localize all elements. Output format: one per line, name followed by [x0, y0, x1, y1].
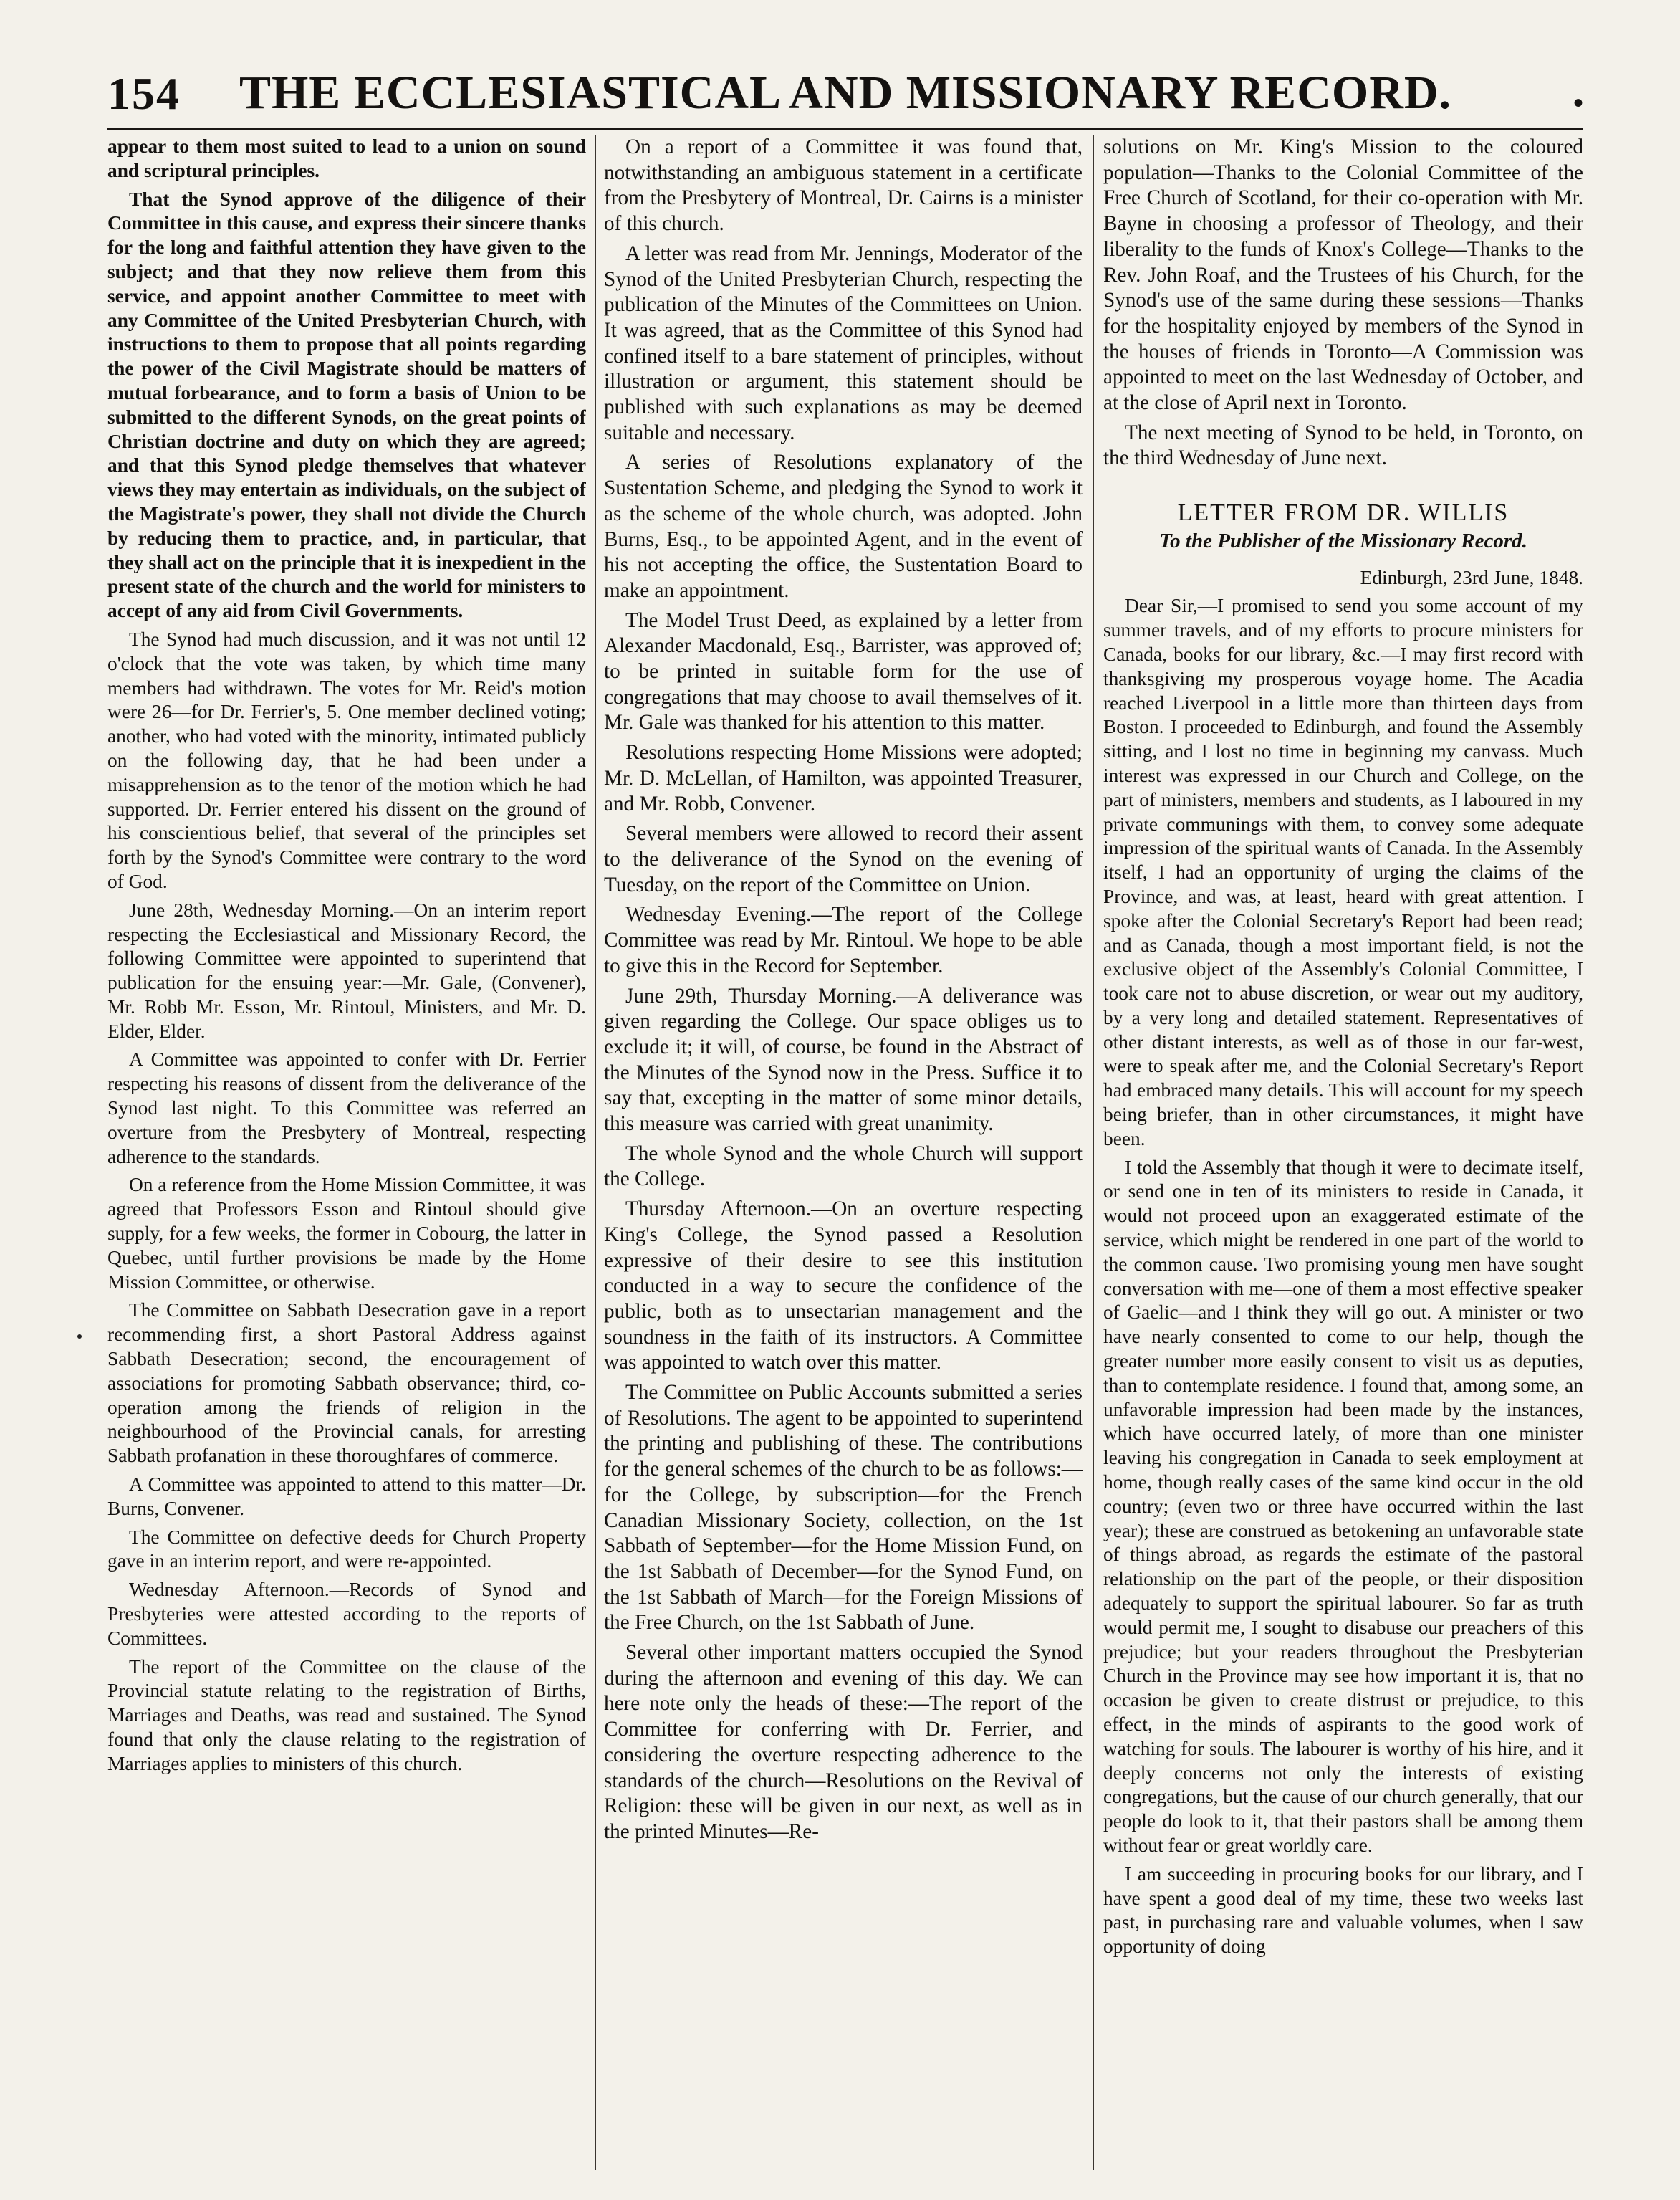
letter-paragraph: I am succeeding in procuring books for our library, and I have spent a good deal of my time, these two weeks last past, in purchasing rare and valuable volumes, when I saw opportunity of doing	[1103, 1862, 1583, 1958]
paragraph: A series of Resolutions explanatory of the Sustentation Scheme, and pledging the Synod to work it as the scheme of the whole church, was adopted. John Burns, Esq., to be appointed Agent, and in the event of his not accepting the office, the Sustentation Board to make an appointment.	[604, 451, 1083, 602]
paragraph: The Synod had much discussion, and it was not until 12 o'clock that the vote was taken, by which time many members had withdrawn. The votes for Mr. Reid's motion were 26—for Dr. Ferrier's, 5. One member declined voting; another, who had voted with the minority, intimated publicly on the following day, that he had been under a misapprehension as to the tenor of the motion which he had supported. Dr. Ferrier entered his dissent on the ground of his conscientious belief, that several of the principles set forth by the Synod's Committee were contrary to the word of God.	[107, 628, 586, 892]
paragraph: The report of the Committee on the clause of the Provincial statute relating to the registration of Births, Marriages and Deaths, was read and sustained. The Synod found that only the clause relating to the registration of Marriages applies to ministers of this church.	[107, 1655, 586, 1774]
paragraph: A Committee was appointed to confer with Dr. Ferrier respecting his reasons of dissent from the deliverance of the Synod last night. To this Committee was referred an overture from the Presbytery of Montreal, respecting adherence to the standards.	[107, 1048, 586, 1167]
margin-dot	[77, 1334, 82, 1339]
paragraph: Wednesday Afternoon.—Records of Synod and Presbyteries were attested according to the reports of Committees.	[107, 1579, 586, 1649]
paragraph: Wednesday Evening.—The report of the College Committee was read by Mr. Rintoul. We hope to be able to give this in the Record for September.	[604, 903, 1083, 977]
letter-dateline: Edinburgh, 23rd June, 1848.	[1360, 566, 1583, 588]
masthead-title: THE ECCLESIASTICAL AND MISSIONARY RECORD.	[239, 67, 1452, 119]
column-divider	[595, 135, 596, 2170]
column-3	[1103, 135, 1583, 2170]
paragraph: The next meeting of Synod to be held, in Toronto, on the third Wednesday of June next.	[1103, 421, 1583, 470]
paragraph: On a reference from the Home Mission Committee, it was agreed that Professors Esson and Rintoul should give supply, for a few weeks, the former in Cobourg, the latter in Quebec, until further provisions be made by the Home Mission Committee, or otherwise.	[107, 1174, 586, 1293]
paragraph: The whole Synod and the whole Church will support the College.	[604, 1142, 1083, 1191]
paragraph: The Committee on Sabbath Desecration gave in a report recommending first, a short Pastoral Address against Sabbath Desecration; second, the encouragement of associations for promoting Sabbath observance; third, co-operation among the friends of religion in the neighbourhood of the Provincial canals, for arresting Sabbath profanation in these thoroughfares of commerce.	[107, 1299, 586, 1467]
header-rule	[107, 128, 1583, 130]
paragraph: On a report of a Committee it was found that, notwithstanding an ambiguous statement in a certificate from the Presbytery of Montreal, Dr. Cairns is a minister of this church.	[604, 135, 1083, 236]
paragraph: That the Synod approve of the diligence of their Committee in this cause, and express their sincere thanks for the long and faithful attention they have given to the subject; and that they now relieve them from this service, and appoint another Committee to meet with any Committee of the United Presbyterian Church, with instructions to them to propose that all points regarding the power of the Civil Magistrate should be matters of mutual forbearance, and to form a basis of Union to be submitted to the different Synods, on the great points of Christian doctrine and duty on which they are agreed; and that this Synod pledge themselves that whatever views they may entertain as individuals, on the subject of the Magistrate's power, they shall not divide the Church by reducing them to practice, and, in particular, that they shall act on the principle that it is inexpedient in the present state of the church and the world for ministers to accept of any aid from Civil Governments.	[107, 188, 586, 622]
column-2	[604, 135, 1083, 2170]
paragraph: Resolutions respecting Home Missions were adopted; Mr. D. McLellan, of Hamilton, was appointed Treasurer, and Mr. Robb, Convener.	[604, 741, 1083, 816]
paragraph: appear to them most suited to lead to a union on sound and scriptural principles.	[107, 135, 586, 181]
letter-paragraph: I told the Assembly that though it were to decimate itself, or send one in ten of its ministers to reside in Canada, it would not proceed upon an exaggerated estimate of the service, which might be rendered in one part of the world to the common cause. Two promising young men have sought conversation with me—one of them a most effective speaker of Gaelic—and I think they will go out. A minister or two have nearly consented to come to our help, though the greater number more easily consent to visit us as deputies, than to contemplate residence. I found that, among some, an unfavorable impression had been made by the instances, which have occurred lately, of more than one minister leaving his congregation in Canada to seek employment at home, though really cases of the same kind occur in the old country; (even two or three have occurred within the last year); these are construed as betokening an unfavorable state of things abroad, as regards the estimate of the pastoral relationship on the part of the people, or their disposition adequately to support the spiritual labourer. So far as truth would permit me, I sought to disabuse our preachers of this prejudice; but your readers throughout the Presbyterian Church in the Province may see how important it is, that no occasion be given to create distrust or prejudice, to this effect, in the minds of aspirants to the good work of watching for souls. The labourer is worthy of his hire, and it deeply concerns not only the interests of existing congregations, but the cause of our church generally, that our people do look to it, that their pastors shall be among them without fear or great worldly care.	[1103, 1156, 1583, 1856]
paragraph: Several members were allowed to record their assent to the deliverance of the Synod on the evening of Tuesday, on the report of the Committee on Union.	[604, 822, 1083, 896]
paragraph: June 29th, Thursday Morning.—A deliverance was given regarding the College. Our space obliges us to exclude it; it will, of course, be found in the Abstract of the Minutes of the Synod now in the Press. Suffice it to say that, excepting in the matter of some minor details, this measure was carried with great unanimity.	[604, 984, 1083, 1136]
paragraph: The Committee on defective deeds for Church Property gave in an interim report, and were re-appointed.	[107, 1526, 586, 1572]
header-mark: •	[1573, 87, 1583, 119]
letter-title: LETTER FROM DR. WILLIS	[1177, 499, 1509, 527]
column-1	[107, 135, 586, 2170]
paragraph: A Committee was appointed to attend to this matter—Dr. Burns, Convener.	[107, 1473, 586, 1519]
paragraph: Thursday Afternoon.—On an overture respecting King's College, the Synod passed a Resolution expressive of their desire to see this institution conducted in a way to secure the confidence of the public, both as to unsectarian management and the soundness in the faith of its instructors. A Committee was appointed to watch over this matter.	[604, 1197, 1083, 1374]
page-header	[107, 66, 1583, 126]
page-number: 154	[107, 68, 181, 119]
paragraph: solutions on Mr. King's Mission to the coloured population—Thanks to the Colonial Committee of the Free Church of Scotland, for their co-operation with Mr. Bayne in choosing a professor of Theology, and their liberality to the funds of Knox's College—Thanks to the Rev. John Roaf, and the Trustees of his Church, for the Synod's use of the same during these sessions—Thanks for the hospitality enjoyed by members of the Synod in the houses of friends in Toronto—A Commission was appointed to meet on the last Wednesday of October, and at the close of April next in Toronto.	[1103, 135, 1583, 415]
paragraph: The Model Trust Deed, as explained by a letter from Alexander Macdonald, Esq., Barrister, was approved of; to be printed in suitable form for the use of congregations that may choose to avail themselves of it. Mr. Gale was thanked for his attention to this matter.	[604, 608, 1083, 735]
paragraph: The Committee on Public Accounts submitted a series of Resolutions. The agent to be appointed to superintend the printing and publishing of these. The contributions for the general schemes of the church to be as follows:—for the College, by subscription—for the French Canadian Missionary Society, collection, on the 1st Sabbath of September—for the Home Mission Fund, on the 1st Sabbath of December—for the Synod Fund, on the 1st Sabbath of March—for the Foreign Missions of the Free Church, on the 1st Sabbath of June.	[604, 1381, 1083, 1635]
column-divider	[1093, 135, 1094, 2170]
paragraph: Several other important matters occupied the Synod during the afternoon and evening of this day. We can here note only the heads of these:—The report of the Committee for conferring with Dr. Ferrier, and considering the overture respecting adherence to the standards of the church—Resolutions on the Revival of Religion: these will be given in our next, as well as in the printed Minutes—Re-	[604, 1641, 1083, 1843]
letter-paragraph: Dear Sir,—I promised to send you some account of my summer travels, and of my efforts to procure ministers for Canada, books for our library, &c.—I may first record with thanksgiving my prosperous voyage home. The Acadia reached Liverpool in a little more than thirteen days from Boston. I proceeded to Edinburgh, and found the Assembly sitting, and I lost no time in beginning my canvass. Much interest was expressed in our Church and College, on the part of ministers, members and students, as I laboured in my private communings with them, to convey some adequate impression of the spiritual wants of Canada. In the Assembly itself, I had an opportunity of urging the claims of the Province, and was, at least, heard with great attention. I spoke after the Colonial Secretary's Report had been read; and as Canada, though a most important field, is not the exclusive object of the Assembly's Colonial Committee, I took care not to abuse discretion, or wear out my auditory, by a very long and detailed statement. Representatives of other distant interests, as well as of those in our far-west, were to speak after me, and the Colonial Secretary's Report had embraced many details. This will account for my speech being briefer, than in other circumstances, it might have been.	[1103, 595, 1583, 1149]
paragraph: A letter was read from Mr. Jennings, Moderator of the Synod of the United Presbyterian Church, respecting the publication of the Minutes of the Committees on Union. It was agreed, that as the Committee of this Synod had confined itself to a bare statement of principles, without illustration or argument, this statement should be published with such explanations as may be deemed suitable and necessary.	[604, 241, 1083, 444]
paragraph: June 28th, Wednesday Morning.—On an interim report respecting the Ecclesiastical and Missionary Record, the following Committee were appointed to superintend that publication for the ensuing year:—Mr. Gale, (Convener), Mr. Robb Mr. Esson, Mr. Rintoul, Ministers, and Mr. D. Elder, Elder.	[107, 899, 586, 1042]
letter-subtitle: To the Publisher of the Missionary Record.	[1159, 529, 1527, 553]
